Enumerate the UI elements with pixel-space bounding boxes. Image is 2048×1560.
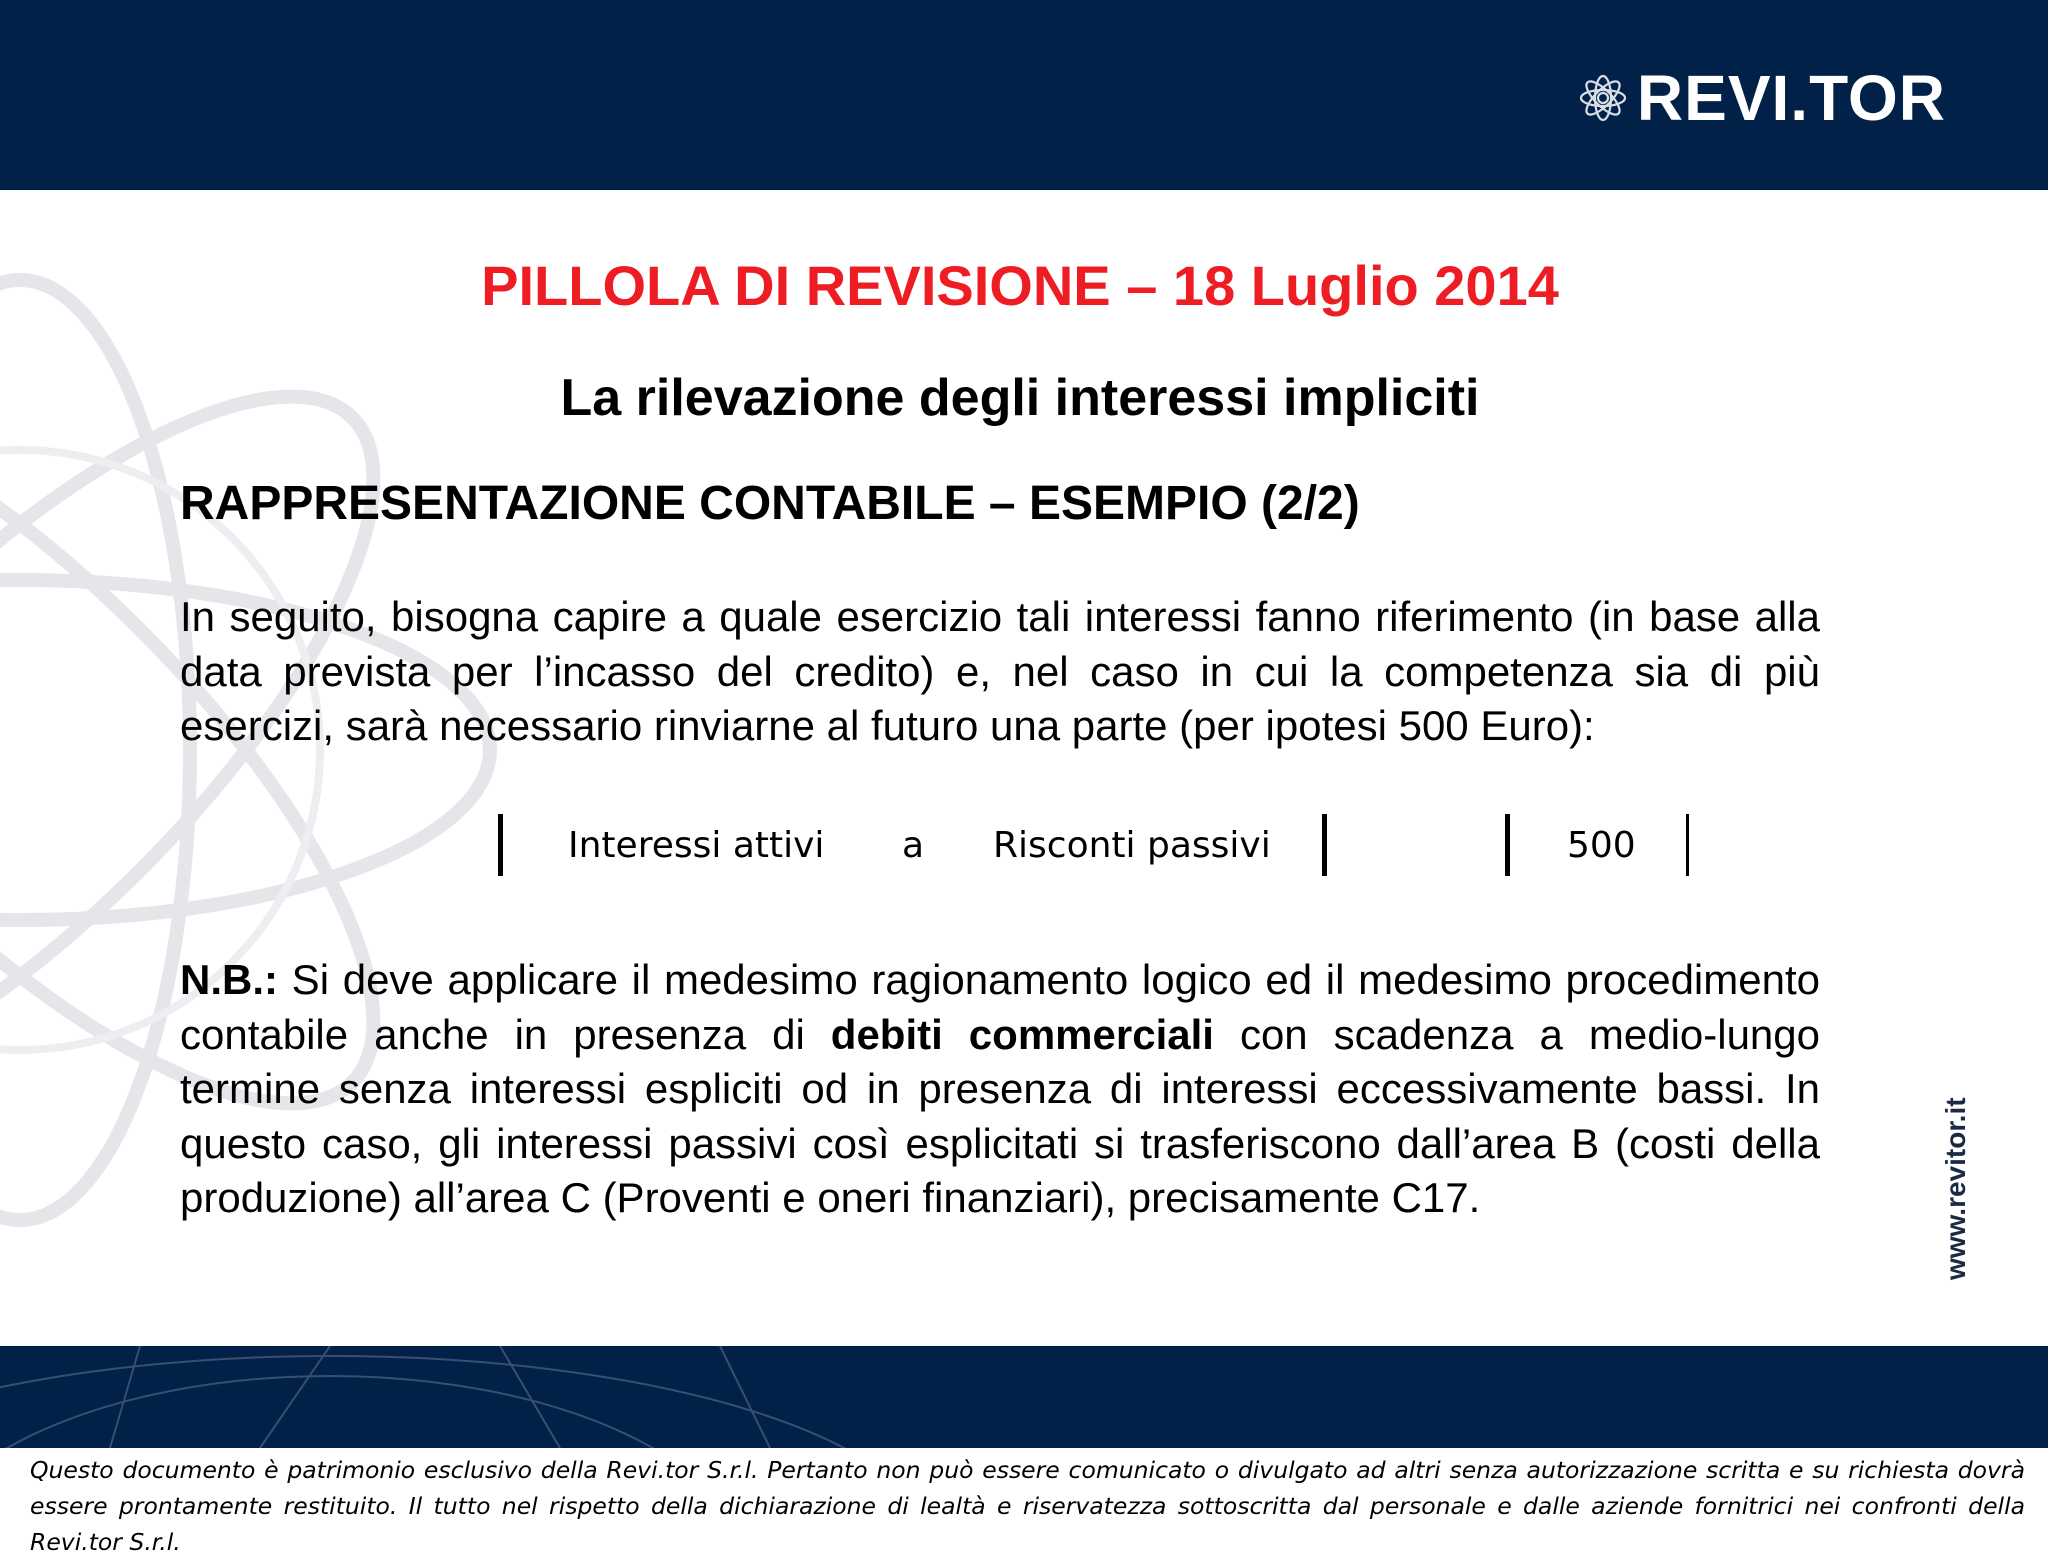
entry-divider: [498, 814, 503, 876]
slide-subtitle: La rilevazione degli interessi impliciti: [560, 369, 1480, 427]
entry-divider: [1686, 814, 1689, 876]
slide-title: PILLOLA DI REVISIONE – 18 Luglio 2014: [481, 254, 1559, 317]
brand-name: REVI.TOR: [1636, 62, 1946, 134]
section-heading: RAPPRESENTAZIONE CONTABILE – ESEMPIO (2/2): [180, 477, 1360, 530]
paragraph-intro: In seguito, bisogna capire a quale esercizio tali interessi fanno riferimento (in base alla data prevista per l’incasso del credito) e, nel caso in cui la competenza sia di più esercizi, sarà necessario rinviarne al futuro una parte (per ipotesi 500 Euro):: [180, 593, 1820, 749]
nb-label: N.B.:: [180, 956, 278, 1003]
entry-divider: [1505, 814, 1510, 876]
legal-disclaimer: Questo documento è patrimonio esclusivo della Revi.tor S.r.l. Pertanto non può essere comunicato o divulgato ad altri senza autorizzazione scritta e su richiesta dovrà essere prontamente restituito. Il tutto nel rispetto della dichiarazione di lealtà e riservatezza sottoscritta dal personale e dalle aziende fornitrici nei confronti della Revi.tor S.r.l.: [30, 1456, 2025, 1556]
footer-ornament: [0, 1346, 2048, 1448]
nb-text: Si deve applicare il medesimo ragionamento logico ed il medesimo procedimento contabile anche in presenza di: [180, 956, 1820, 1058]
revitor-flower-icon: [1575, 70, 1631, 126]
paragraph-nb: [180, 953, 1820, 1226]
debit-account: Interessi attivi: [568, 825, 825, 866]
entry-amount: 500: [1567, 825, 1636, 866]
credit-account: Risconti passivi: [993, 825, 1271, 866]
nb-text: con scadenza a medio-lungo termine senza interessi espliciti od in presenza di interessi eccessivamente bassi. In questo caso, gli interessi passivi così esplicitati si trasferiscono dall’area B (costi della produzione) all’area C (Proventi e oneri finanziari), precisamente C17.: [180, 1010, 1821, 1221]
footer-bar: [0, 1346, 2048, 1448]
entry-connector: a: [902, 825, 925, 866]
entry-divider: [1322, 814, 1327, 876]
website-url: www.revitor.it: [1940, 1097, 1971, 1280]
journal-entry: [0, 810, 2048, 882]
header-bar: [0, 0, 2048, 190]
nb-highlight: debiti commerciali: [830, 1010, 1214, 1058]
brand-logo: [1575, 64, 1946, 132]
